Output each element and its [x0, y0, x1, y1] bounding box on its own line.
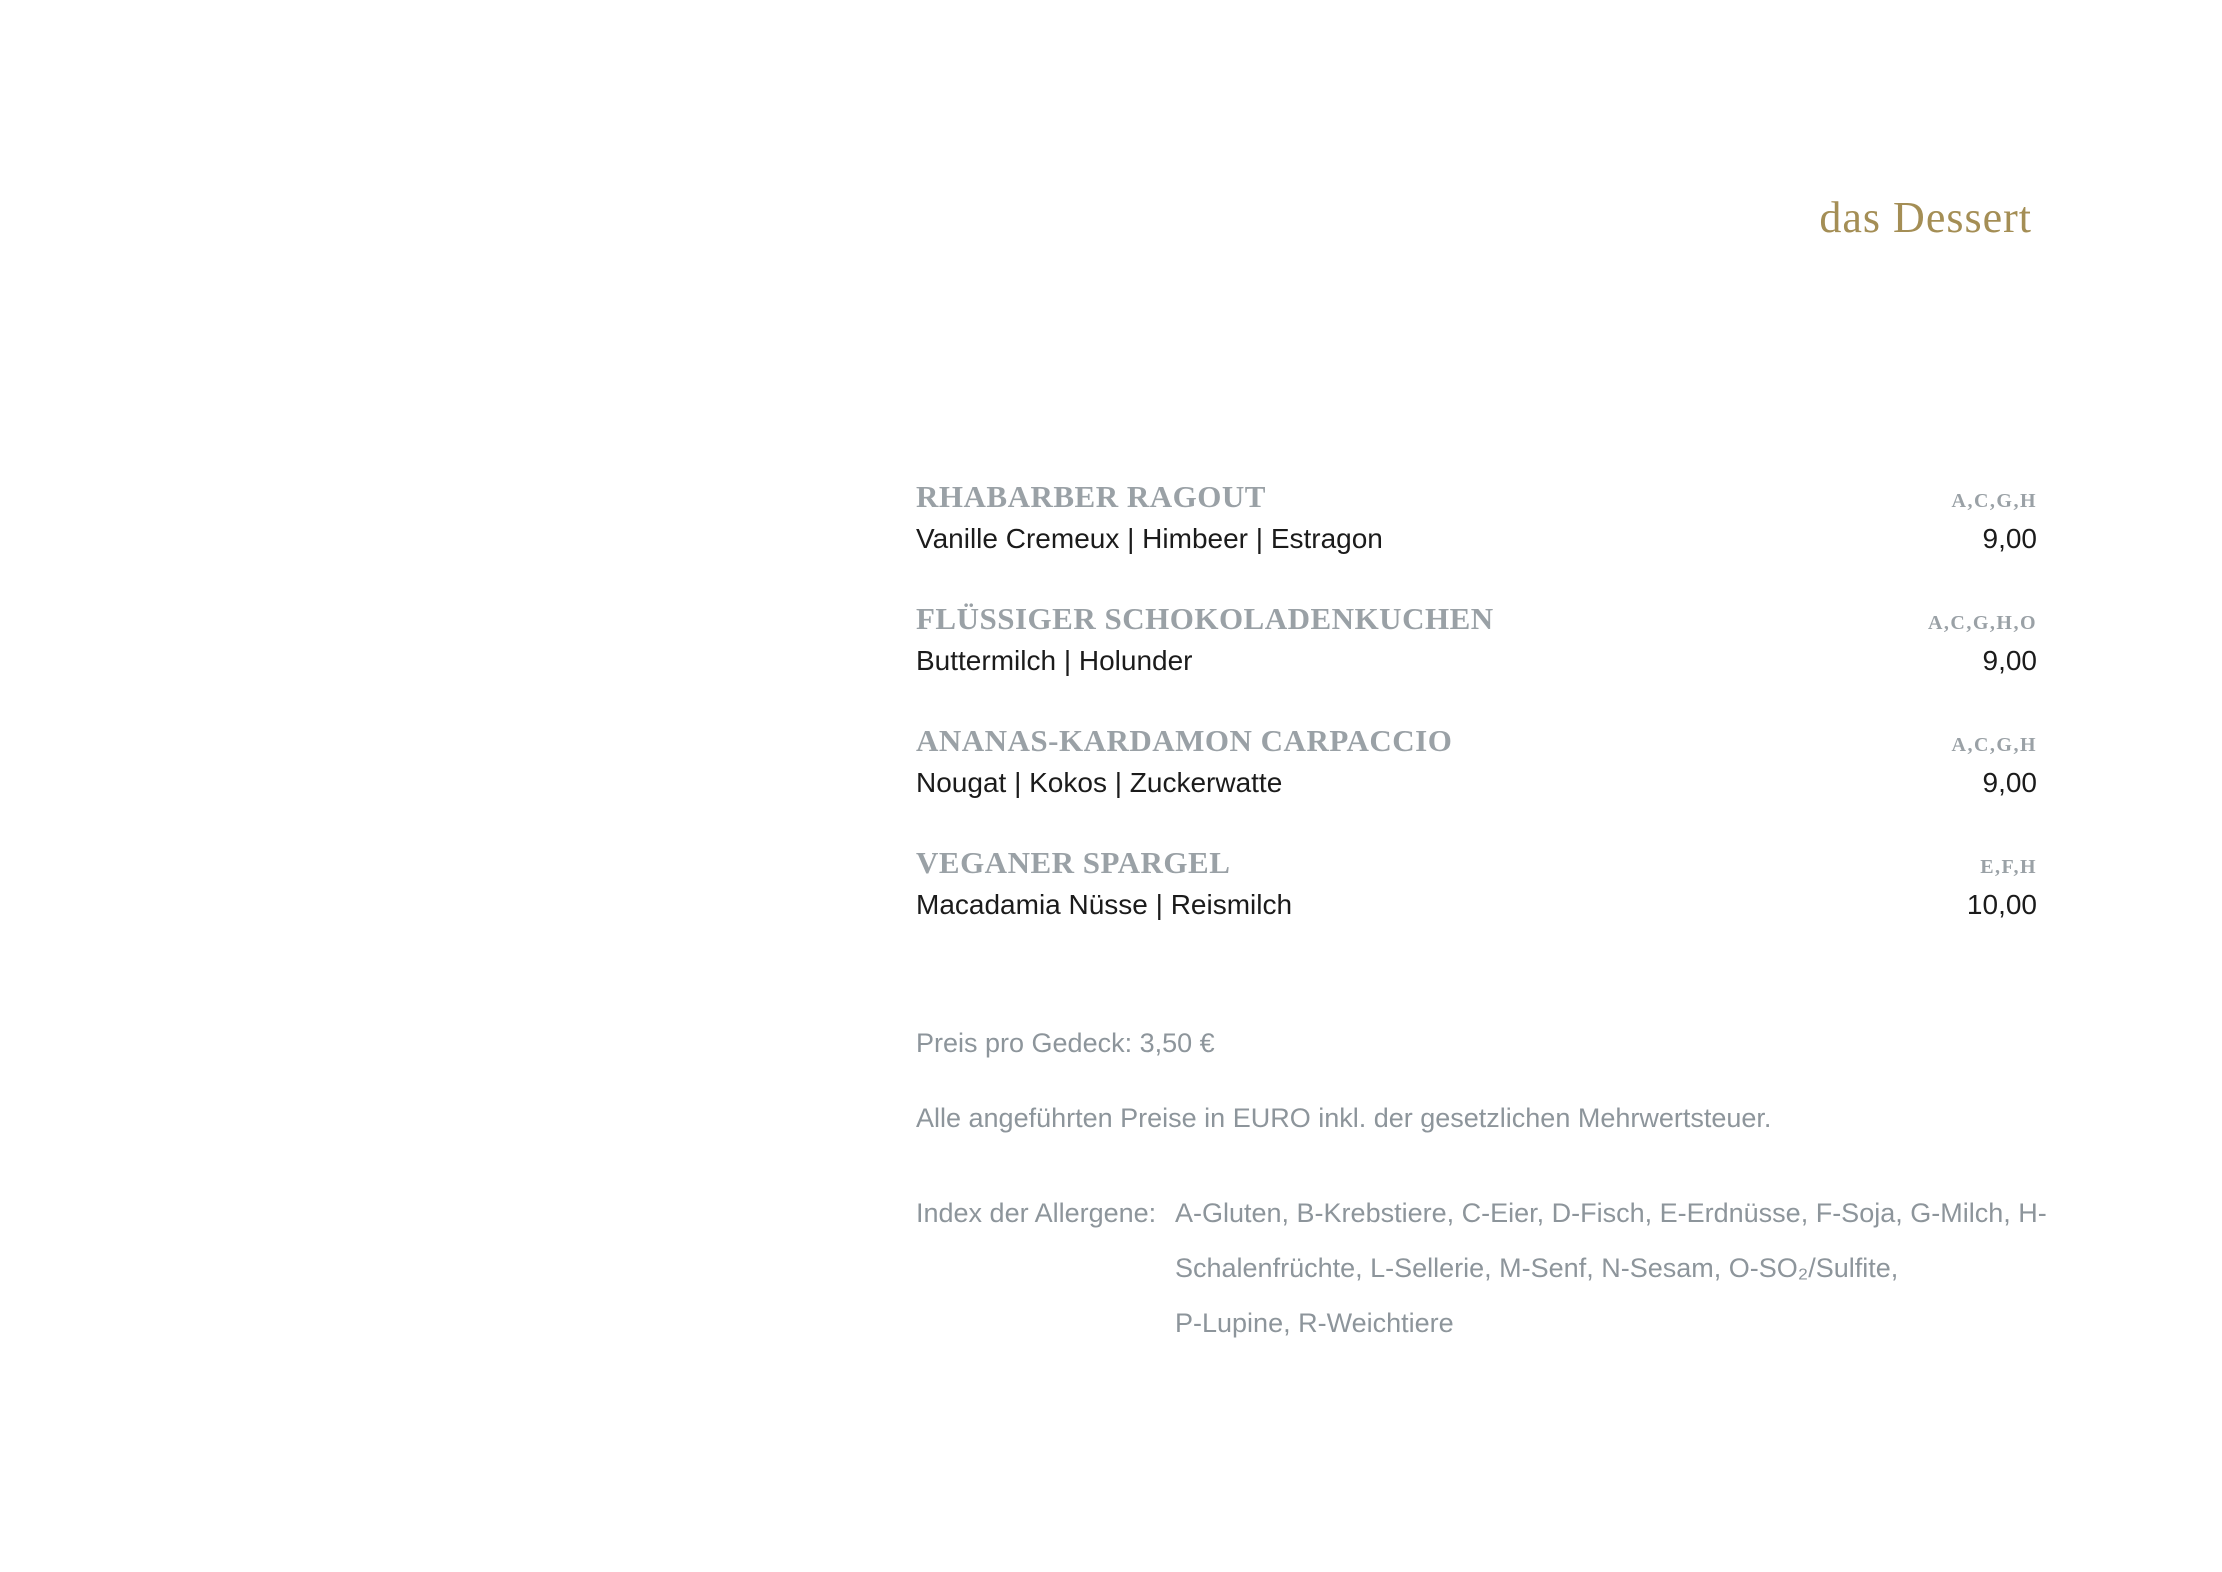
menu-item [916, 722, 2037, 802]
dish-name: RHABARBER RAGOUT [916, 479, 1266, 514]
dish-name: ANANAS-KARDAMON CARPACCIO [916, 723, 1453, 758]
dish-name: FLÜSSIGER SCHOKOLADENKUCHEN [916, 601, 1494, 636]
menu-item-header [916, 600, 2037, 642]
dish-description: Macadamia Nüsse | Reismilch [916, 889, 1293, 920]
dish-allergens: A,C,G,H [1951, 734, 2037, 756]
dish-description: Vanille Cremeux | Himbeer | Estragon [916, 523, 1383, 554]
dish-allergens: A,C,G,H,O [1927, 612, 2037, 634]
tax-note: Alle angeführten Preise in EURO inkl. der gesetzlichen Mehrwertsteuer. [916, 1103, 1772, 1133]
dish-price: 9,00 [1982, 645, 2037, 676]
allergen-line: Schalenfrüchte, L-Sellerie, M-Senf, N-Sesam, O-SO₂/Sulfite, [1175, 1253, 1899, 1283]
menu-item-header [916, 722, 2037, 764]
menu-item-subline [916, 764, 2037, 802]
allergen-index [916, 1186, 2047, 1351]
menu-item-header [916, 844, 2037, 886]
page-title: das Dessert [1819, 193, 2032, 242]
dish-price: 9,00 [1982, 523, 2037, 554]
menu-item-subline [916, 886, 2037, 924]
menu-item-header [916, 478, 2037, 520]
dish-name: VEGANER SPARGEL [916, 845, 1231, 880]
allergen-line: A-Gluten, B-Krebstiere, C-Eier, D-Fisch, E-Erdnüsse, F-Soja, G-Milch, H- [1175, 1198, 2047, 1228]
menu-item [916, 844, 2037, 924]
dish-description: Nougat | Kokos | Zuckerwatte [916, 767, 1283, 798]
menu-item-subline [916, 642, 2037, 680]
menu-item [916, 600, 2037, 680]
dish-allergens: E,F,H [1980, 856, 2037, 878]
menu-list [916, 478, 2037, 966]
dish-price: 10,00 [1966, 889, 2037, 920]
allergen-index-list [1175, 1186, 2047, 1351]
menu-item-subline [916, 520, 2037, 558]
cover-charge-note: Preis pro Gedeck: 3,50 € [916, 1028, 1215, 1058]
menu-item [916, 478, 2037, 558]
dish-allergens: A,C,G,H [1951, 490, 2037, 512]
dish-price: 9,00 [1982, 767, 2037, 798]
allergen-line: P-Lupine, R-Weichtiere [1175, 1308, 1454, 1338]
allergen-index-label: Index der Allergene: [916, 1198, 1157, 1228]
dish-description: Buttermilch | Holunder [916, 645, 1193, 676]
